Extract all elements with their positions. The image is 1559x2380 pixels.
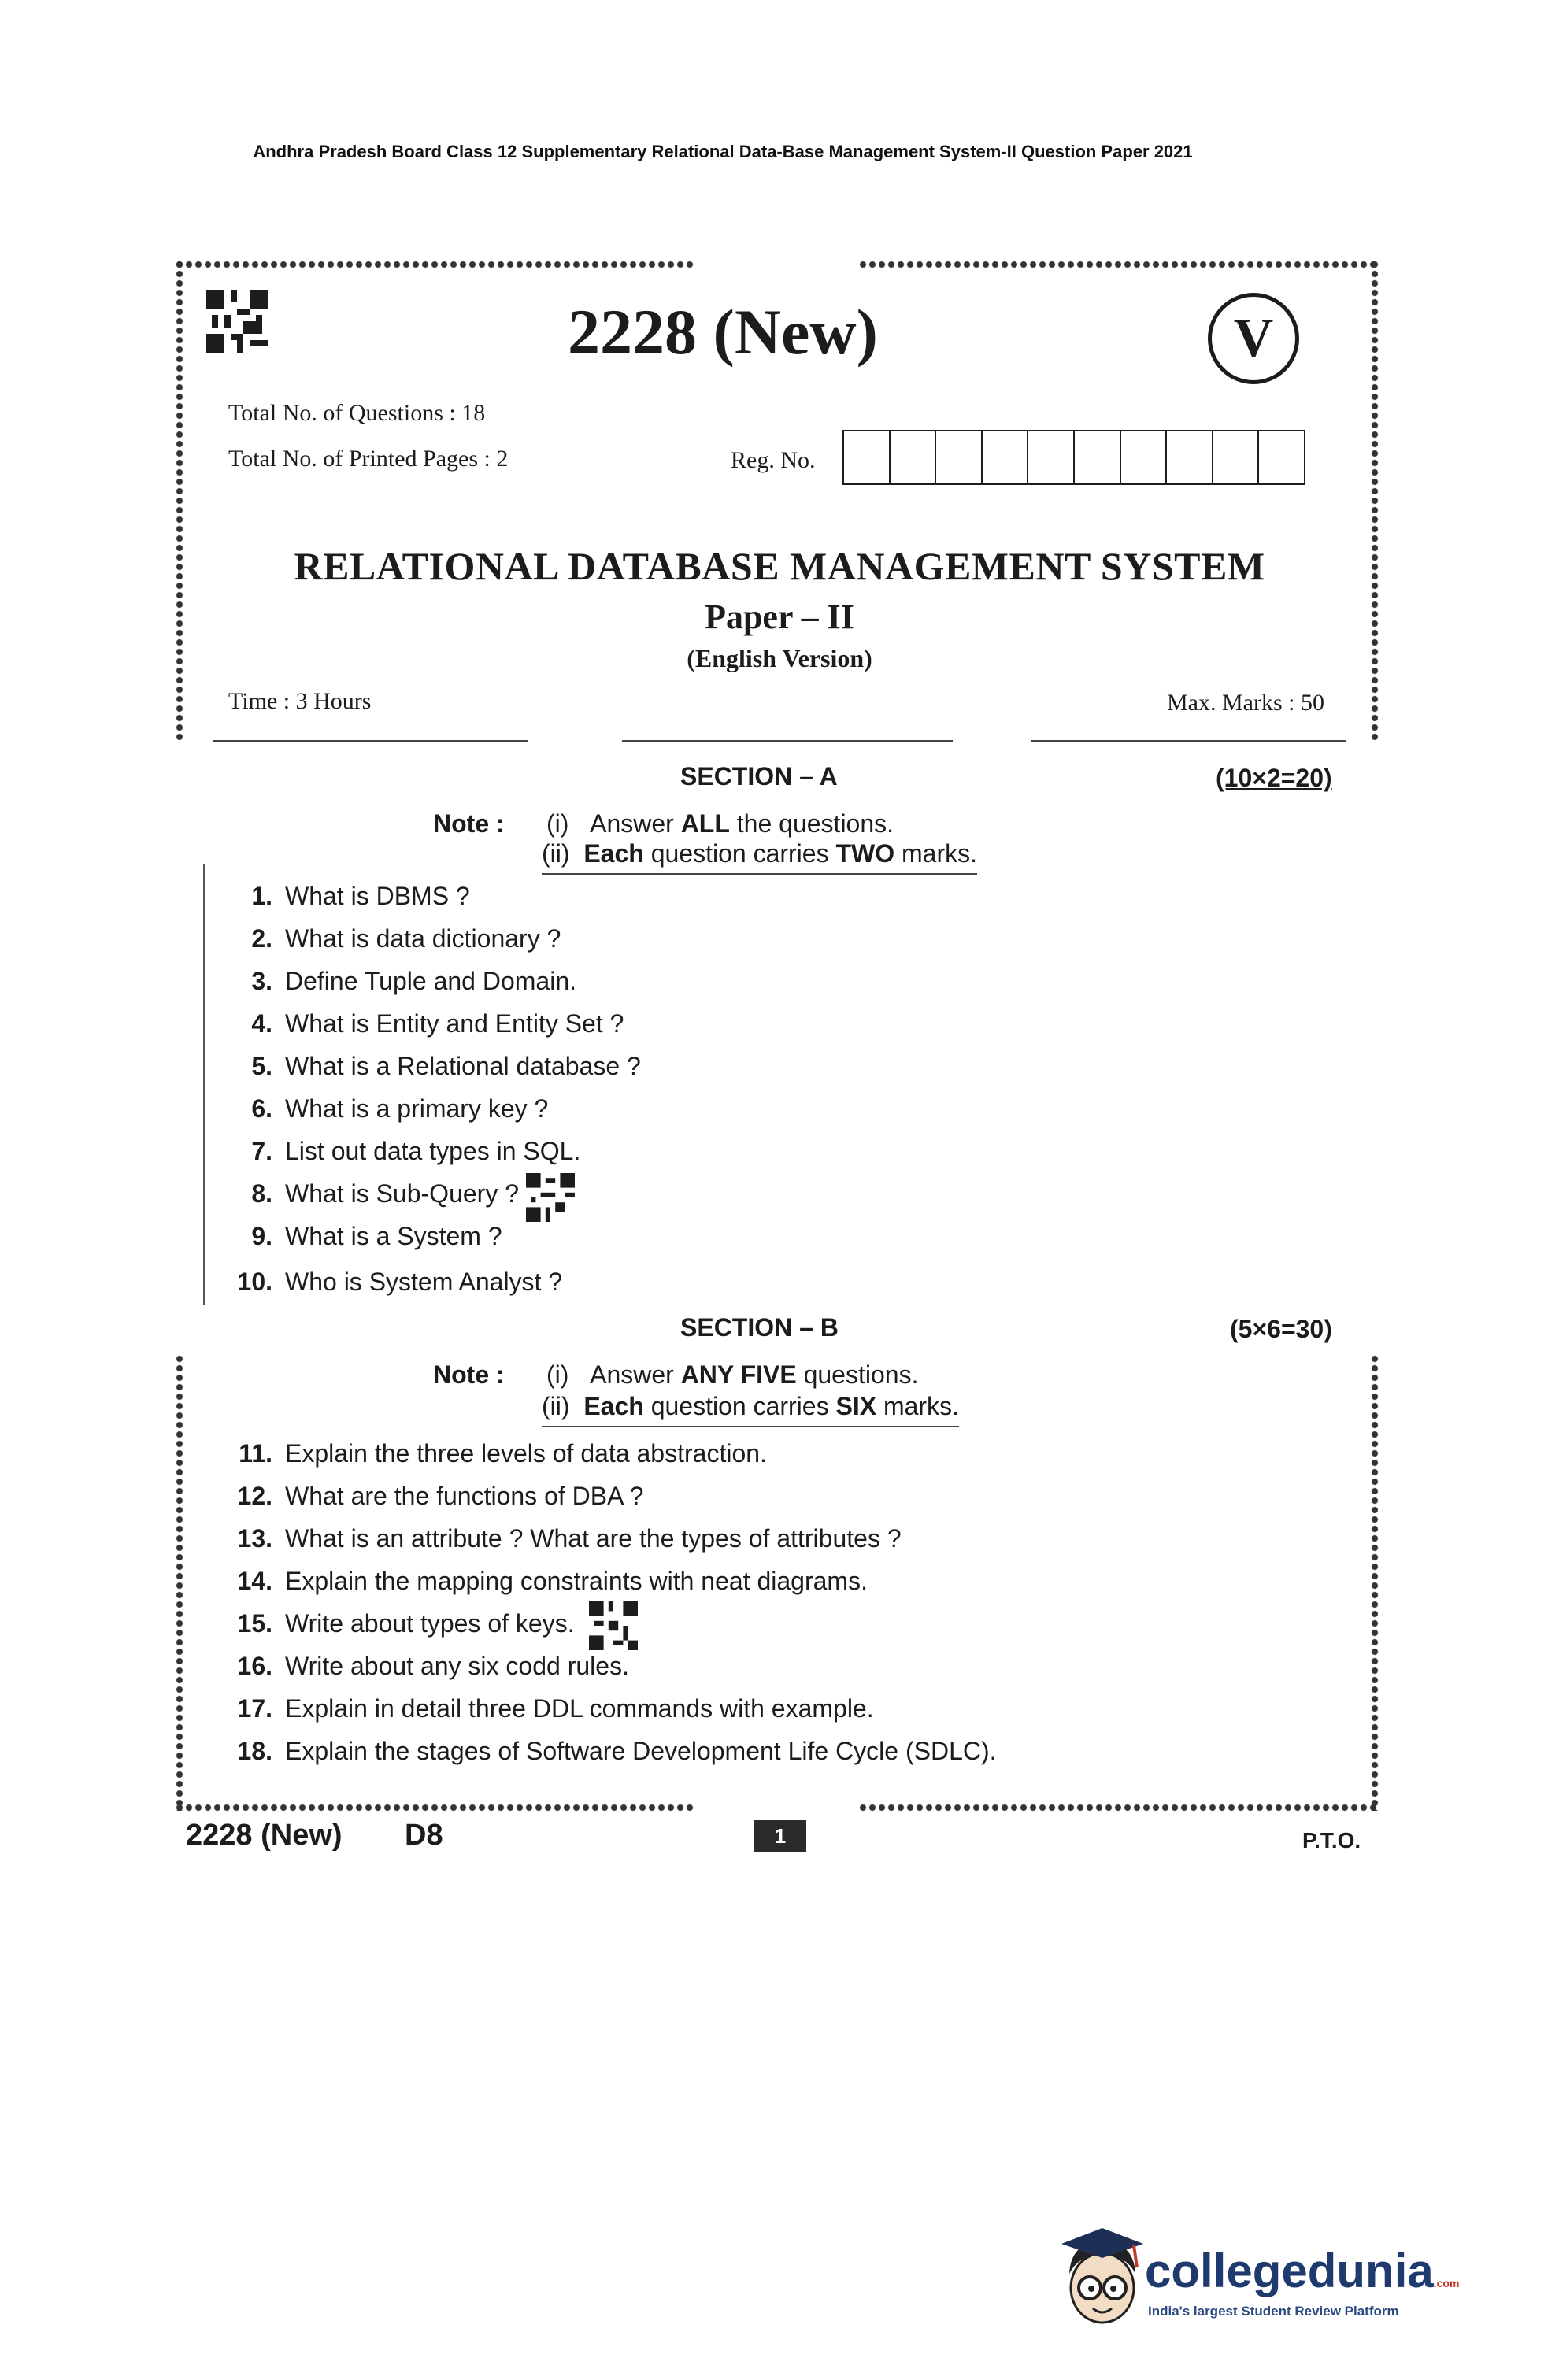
subject-title: RELATIONAL DATABASE MANAGEMENT SYSTEM xyxy=(294,544,1265,588)
footer-set: D8 xyxy=(405,1819,443,1852)
question-item: 17. Explain in detail three DDL commands with example. xyxy=(237,1694,874,1723)
reg-no-box[interactable] xyxy=(1028,431,1075,483)
max-marks: Max. Marks : 50 xyxy=(1167,690,1324,716)
footer-code: 2228 (New) xyxy=(186,1819,343,1852)
section-b-note-2: (ii) Each question carries SIX marks. xyxy=(542,1392,959,1427)
question-item: 10. Who is System Analyst ? xyxy=(237,1268,563,1296)
question-item: 18. Explain the stages of Software Development Life Cycle (SDLC). xyxy=(237,1737,997,1765)
question-item: 6. What is a primary key ? xyxy=(251,1094,549,1123)
page-number: 1 xyxy=(754,1820,806,1852)
divider xyxy=(1031,740,1346,742)
question-item: 13. What is an attribute ? What are the types of attributes ? xyxy=(237,1524,902,1553)
language-version: (English Version) xyxy=(687,644,872,672)
question-item: 7. List out data types in SQL. xyxy=(251,1137,581,1165)
mascot-logo-icon xyxy=(1055,2226,1148,2329)
question-item: 1. What is DBMS ? xyxy=(251,882,470,910)
question-item: 9. What is a System ? xyxy=(251,1222,502,1250)
question-item: 2. What is data dictionary ? xyxy=(251,924,561,953)
brand-tagline: India's largest Student Review Platform xyxy=(1148,2304,1399,2319)
section-a-note-1: (i) Answer ALL the questions. xyxy=(546,809,894,838)
section-a-note-label: Note : xyxy=(433,809,505,838)
total-questions: Total No. of Questions : 18 xyxy=(228,400,486,426)
reg-no-box[interactable] xyxy=(1167,431,1213,483)
question-item: 4. What is Entity and Entity Set ? xyxy=(251,1009,624,1038)
reg-no-box[interactable] xyxy=(1213,431,1260,483)
section-b-marks: (5×6=30) xyxy=(1230,1315,1332,1343)
qr-code-icon xyxy=(524,1173,576,1222)
reg-no-box[interactable] xyxy=(1259,431,1304,483)
reg-no-box[interactable] xyxy=(936,431,983,483)
divider xyxy=(622,740,953,742)
question-item: 3. Define Tuple and Domain. xyxy=(251,967,576,995)
divider xyxy=(213,740,528,742)
question-item: 14. Explain the mapping constraints with neat diagrams. xyxy=(237,1567,868,1595)
time-duration: Time : 3 Hours xyxy=(228,688,372,714)
qr-code-icon xyxy=(587,1601,639,1650)
page-title: Andhra Pradesh Board Class 12 Supplementary Relational Data-Base Management System-II Question Paper 2021 xyxy=(253,142,1193,161)
reg-no-boxes[interactable] xyxy=(842,430,1305,485)
section-b-title: SECTION – B xyxy=(680,1313,839,1342)
pto-label: P.T.O. xyxy=(1302,1828,1361,1853)
question-item: 16. Write about any six codd rules. xyxy=(237,1652,629,1680)
reg-no-box[interactable] xyxy=(891,431,937,483)
question-item: 11. Explain the three levels of data abstraction. xyxy=(239,1439,767,1468)
paper-number: Paper – II xyxy=(705,598,854,636)
section-b-note-label: Note : xyxy=(433,1360,505,1389)
reg-no-box[interactable] xyxy=(1121,431,1168,483)
question-item: 12. What are the functions of DBA ? xyxy=(237,1482,644,1510)
section-a-note-2: (ii) Each question carries TWO marks. xyxy=(542,839,977,875)
question-item: 15. Write about types of keys. xyxy=(237,1609,575,1638)
paper-code: 2228 (New) xyxy=(568,296,878,368)
section-a-marks: (10×2=20) xyxy=(1216,764,1332,792)
reg-no-box[interactable] xyxy=(983,431,1029,483)
question-item: 8. What is Sub-Query ? xyxy=(251,1179,519,1208)
reg-no-box[interactable] xyxy=(844,431,891,483)
margin-line xyxy=(203,864,205,1305)
section-b-note-1: (i) Answer ANY FIVE questions. xyxy=(546,1360,919,1389)
reg-no-box[interactable] xyxy=(1075,431,1121,483)
section-a-title: SECTION – A xyxy=(680,762,838,790)
question-item: 5. What is a Relational database ? xyxy=(251,1052,641,1080)
reg-no-label: Reg. No. xyxy=(731,447,816,473)
total-pages: Total No. of Printed Pages : 2 xyxy=(228,446,509,472)
brand-name: collegedunia.com xyxy=(1145,2245,1460,2297)
version-badge: V xyxy=(1208,293,1299,384)
